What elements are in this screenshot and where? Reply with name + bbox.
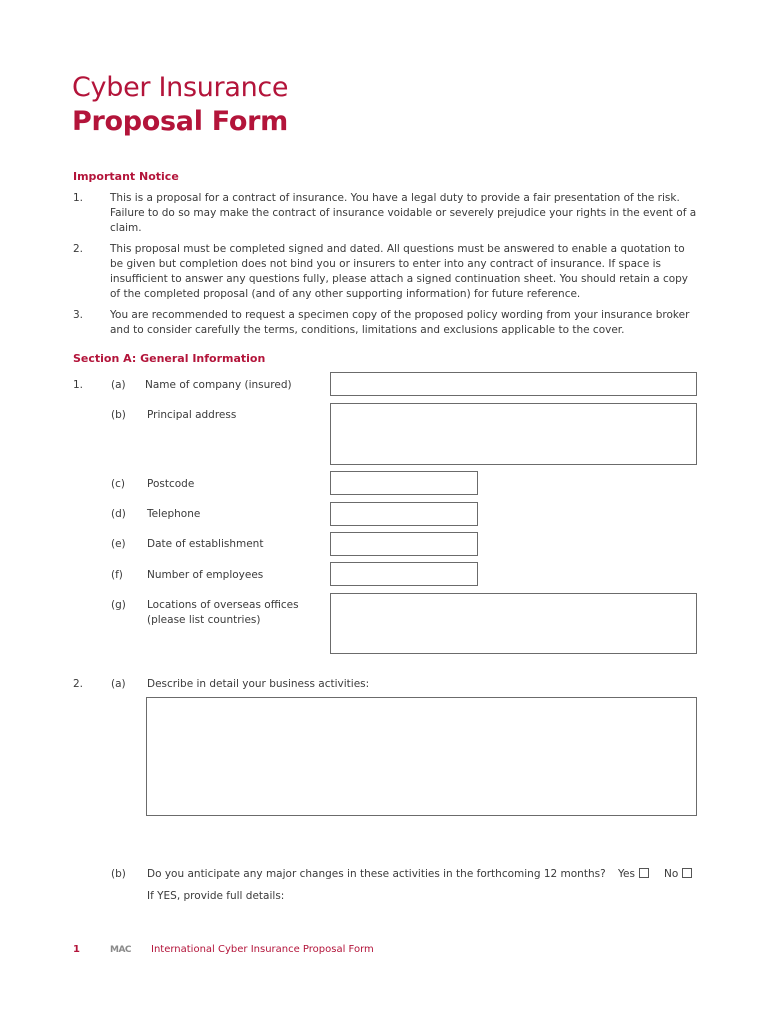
telephone-label: Telephone bbox=[147, 508, 201, 520]
overseas-offices-label: Locations of overseas offices bbox=[147, 599, 299, 611]
notice-item-number: 3. bbox=[73, 309, 84, 321]
date-of-establishment-field[interactable] bbox=[330, 532, 478, 556]
no-checkbox[interactable] bbox=[682, 868, 692, 878]
footer-title: International Cyber Insurance Proposal Form bbox=[151, 944, 374, 955]
number-of-employees-label: Number of employees bbox=[147, 569, 264, 581]
overseas-offices-sublabel: (please list countries) bbox=[147, 614, 261, 626]
date-of-establishment-label: Date of establishment bbox=[147, 538, 264, 550]
page-number: 1 bbox=[73, 944, 80, 955]
mac-logo: MAC bbox=[110, 945, 132, 955]
question-letter: (d) bbox=[111, 508, 126, 520]
principal-address-field[interactable] bbox=[330, 403, 697, 465]
yes-option bbox=[618, 868, 649, 880]
important-notice-heading: Important Notice bbox=[73, 170, 179, 183]
question-letter: (b) bbox=[111, 868, 126, 880]
title-line-2: Proposal Form bbox=[72, 106, 288, 137]
question-letter: (c) bbox=[111, 478, 125, 490]
question-letter: (a) bbox=[111, 379, 126, 391]
no-label: No bbox=[664, 868, 679, 880]
question-letter: (g) bbox=[111, 599, 126, 611]
yes-label: Yes bbox=[618, 868, 635, 880]
notice-item-number: 1. bbox=[73, 192, 84, 204]
company-name-label: Name of company (insured) bbox=[145, 379, 292, 391]
telephone-field[interactable] bbox=[330, 502, 478, 526]
no-option bbox=[664, 868, 692, 880]
notice-item-text: You are recommended to request a specimen copy of the proposed policy wording from your insurance broker and to consider carefully the terms, conditions, limitations and exclusions applicable to the cover. bbox=[110, 309, 690, 336]
question-number: 2. bbox=[73, 678, 84, 690]
principal-address-label: Principal address bbox=[147, 409, 237, 421]
notice-item-number: 2. bbox=[73, 243, 84, 255]
title-line-1: Cyber Insurance bbox=[72, 72, 289, 103]
number-of-employees-field[interactable] bbox=[330, 562, 478, 586]
yes-checkbox[interactable] bbox=[639, 868, 649, 878]
question-letter: (e) bbox=[111, 538, 126, 550]
if-yes-details-label: If YES, provide full details: bbox=[147, 890, 285, 902]
question-letter: (a) bbox=[111, 678, 126, 690]
overseas-offices-field[interactable] bbox=[330, 593, 697, 654]
company-name-field[interactable] bbox=[330, 372, 697, 396]
major-changes-label: Do you anticipate any major changes in these activities in the forthcoming 12 months? bbox=[147, 868, 606, 880]
question-letter: (b) bbox=[111, 409, 126, 421]
notice-item-text: This proposal must be completed signed and dated. All questions must be answered to enable a quotation to be given but completion does not bind you or insurers to enter into any contract of insurance. If space is insufficient to answer any questions fully, please attach a signed continuation sheet. You should retain a copy of the completed proposal (and of any other supporting information) for future reference. bbox=[110, 243, 689, 300]
question-letter: (f) bbox=[111, 569, 123, 581]
question-number: 1. bbox=[73, 379, 84, 391]
postcode-label: Postcode bbox=[147, 478, 195, 490]
business-activities-field[interactable] bbox=[146, 697, 697, 816]
business-activities-label: Describe in detail your business activities: bbox=[147, 678, 370, 690]
postcode-field[interactable] bbox=[330, 471, 478, 495]
notice-item-text: This is a proposal for a contract of insurance. You have a legal duty to provide a fair presentation of the risk. Failure to do so may make the contract of insurance voidable or severely prejudice your rights in the event of a claim. bbox=[110, 192, 697, 234]
section-a-heading: Section A: General Information bbox=[73, 352, 266, 365]
